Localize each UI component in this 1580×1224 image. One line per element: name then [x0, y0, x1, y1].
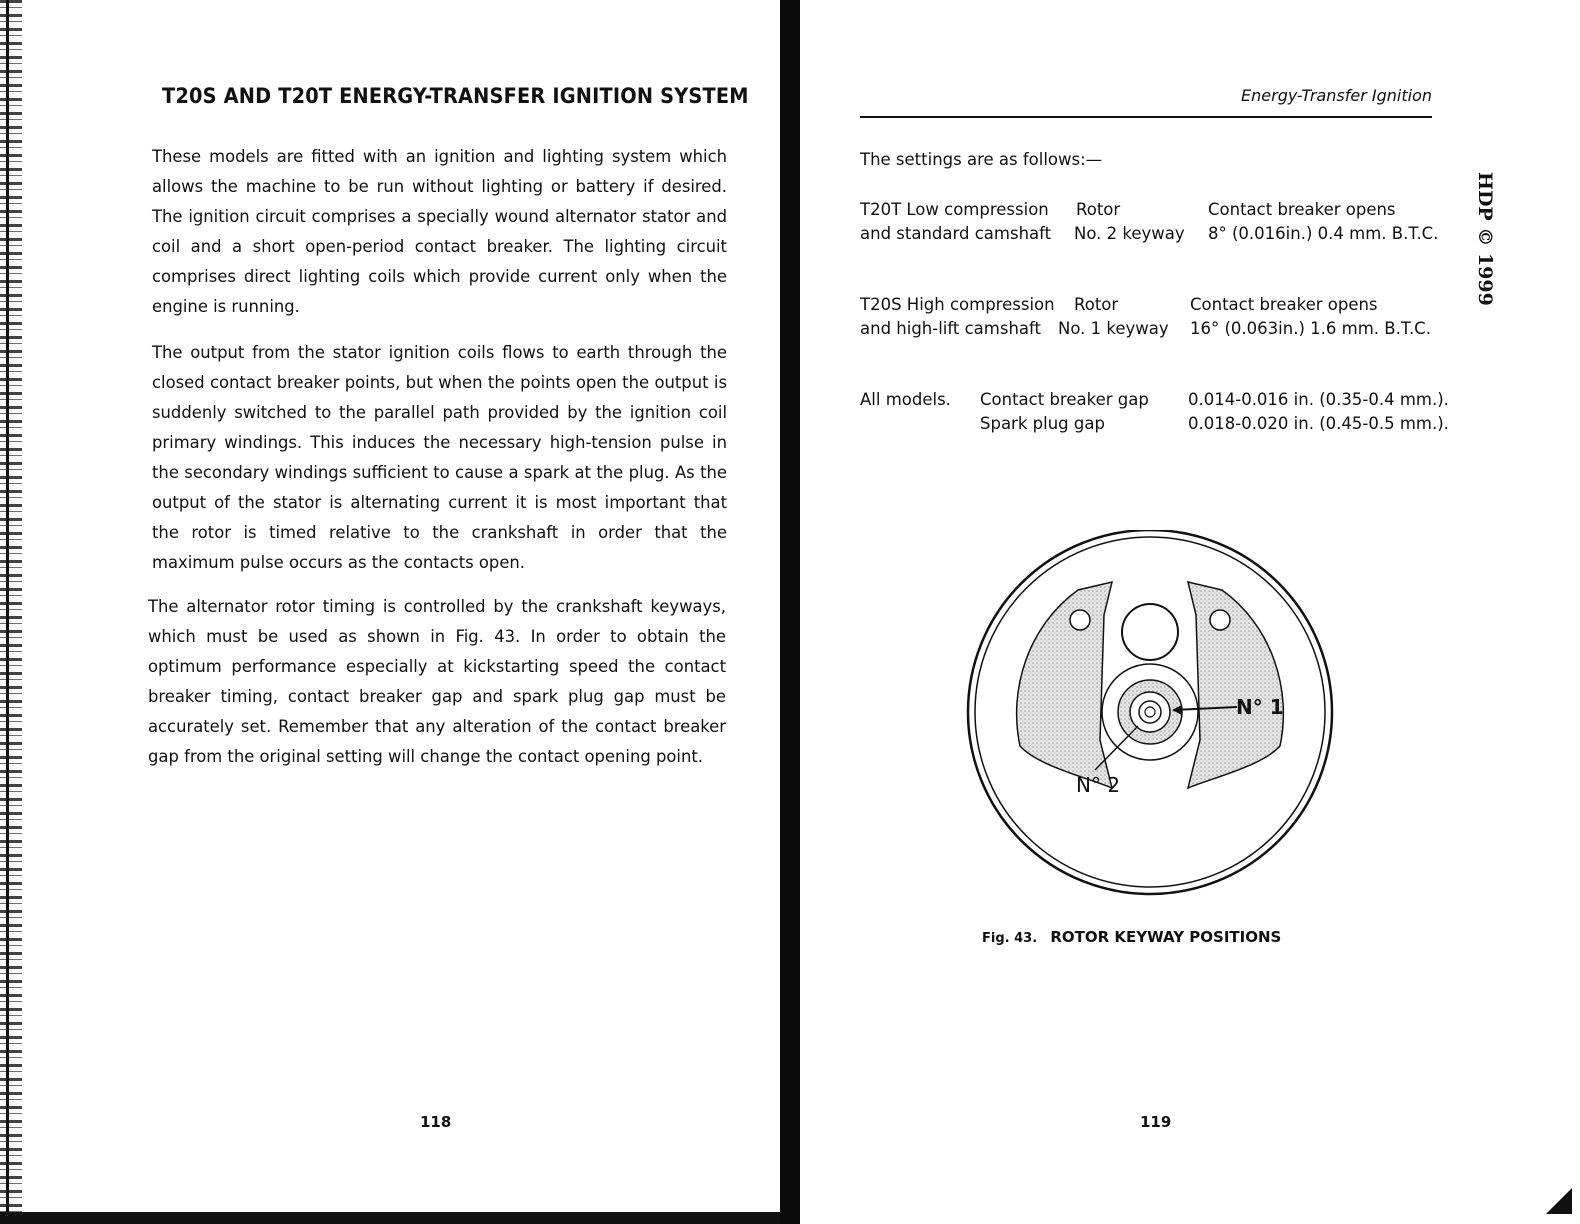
paragraph-1: These models are fitted with an ignition and lighting system which allows the machine to be run without lighting or battery if desired. The ignition circuit comprises a specially wound alternator stator and coil and a short open-period contact breaker. The lighting circuit comprises direct lighting coils which provide current only when the engine is running.: [152, 147, 727, 316]
page-corner-mark: [1546, 1188, 1572, 1214]
header-rule: [860, 116, 1432, 118]
all-models-label: All models.: [860, 390, 951, 409]
page-number-right: 119: [1140, 1113, 1172, 1131]
page-edge-line: [6, 0, 9, 1224]
t20s-model: T20S High compression and high-lift camshaft: [860, 295, 1055, 338]
all-models-values: 0.014-0.016 in. (0.35-0.4 mm.). 0.018-0.020 in. (0.45-0.5 mm.).: [1188, 390, 1449, 433]
page-bottom-edge: [0, 1212, 780, 1224]
shaft-centre: [1145, 707, 1155, 717]
settings-intro: The settings are as follows:—: [860, 150, 1103, 169]
page-number-left: 118: [420, 1113, 452, 1131]
copyright-watermark: HDP © 1999: [1474, 172, 1496, 306]
paragraph-3: The alternator rotor timing is controlled by the crankshaft keyways, which must be used as shown in Fig. 43. In order to obtain the optimum performance especially at kickstarting speed the contact breaker timing, contact breaker gap and spark plug gap must be accurately set. Remember that any alteration of the contact breaker gap from the original setting will change the contact opening point.: [148, 597, 726, 766]
label-no1: N° 1: [1236, 695, 1284, 719]
t20t-model: T20T Low compression and standard camshaft: [860, 200, 1052, 243]
right-page: [800, 0, 1580, 1224]
page-title: T20S AND T20T ENERGY-TRANSFER IGNITION SYSTEM: [162, 84, 749, 108]
t20s-contact-breaker: Contact breaker opens 16° (0.063in.) 1.6 mm. B.T.C.: [1190, 295, 1431, 338]
running-head: Energy-Transfer Ignition: [1241, 86, 1432, 105]
figure-number: Fig. 43.: [982, 931, 1038, 946]
rivet-left: [1070, 610, 1090, 630]
all-models-items: Contact breaker gap Spark plug gap: [980, 390, 1149, 433]
page-edge-texture: [0, 0, 22, 1224]
balance-hole: [1122, 604, 1178, 660]
t20t-contact-breaker: Contact breaker opens 8° (0.016in.) 0.4 mm. B.T.C.: [1208, 200, 1439, 243]
paragraph-2: The output from the stator ignition coils flows to earth through the closed contact breaker points, but when the points open the output is suddenly switched to the parallel path provided by the ignition coil primary windings. This induces the necessary high-tension pulse in the secondary windings sufficient to cause a spark at the plug. As the output of the stator is alternating current it is most important that the rotor is timed relative to the crankshaft in order that the maximum pulse occurs as the contacts open.: [152, 343, 727, 572]
book-spine: [780, 0, 802, 1224]
rivet-right: [1210, 610, 1230, 630]
figure-caption: [982, 928, 1281, 946]
figure-title: ROTOR KEYWAY POSITIONS: [1050, 928, 1282, 946]
left-page: [0, 0, 780, 1224]
t20s-rotor: Rotor No. 1 keyway: [1058, 295, 1169, 338]
t20t-rotor: Rotor No. 2 keyway: [1074, 200, 1185, 243]
label-no2: N° 2: [1076, 773, 1121, 797]
rotor-keyway-diagram: [960, 530, 1340, 900]
